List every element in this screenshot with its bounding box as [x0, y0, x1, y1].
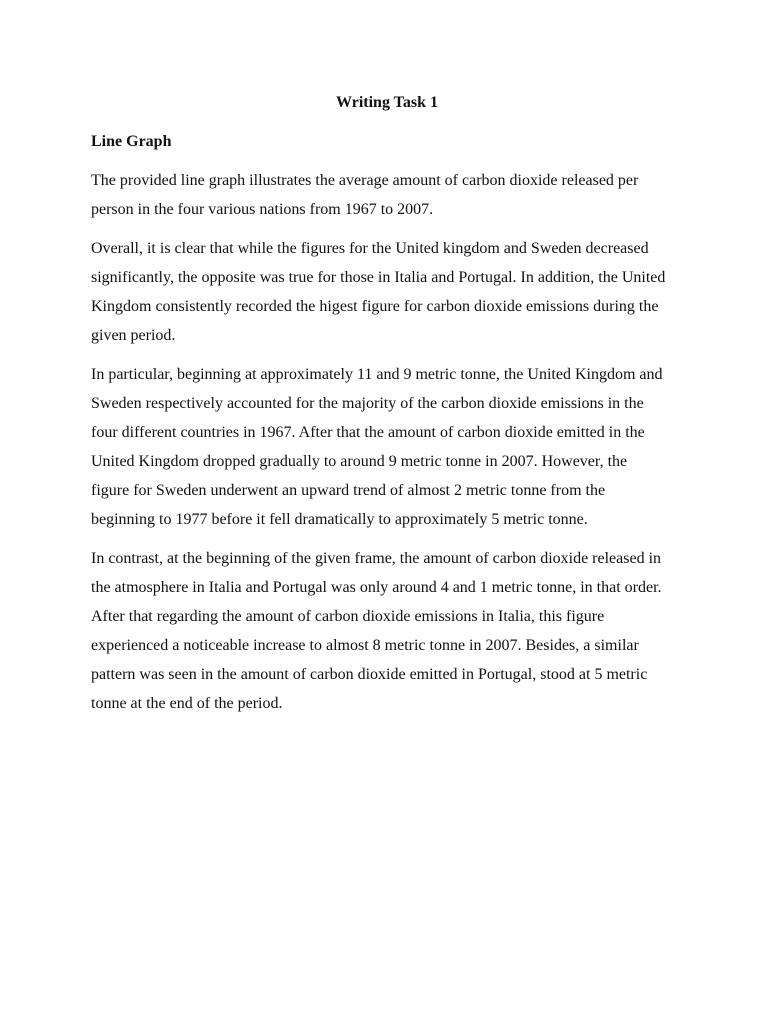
text-line: given period.	[91, 327, 176, 344]
text-line: four different countries in 1967. After that the amount of carbon dioxide emitted in the	[91, 424, 645, 441]
text-line: United Kingdom dropped gradually to around 9 metric tonne in 2007. However, the	[91, 453, 628, 470]
text-line: In particular, beginning at approximately 11 and 9 metric tonne, the United Kingdom and	[91, 366, 663, 383]
paragraph-overview	[91, 234, 683, 350]
paragraph-body-1	[91, 360, 683, 534]
text-line: In contrast, at the beginning of the given frame, the amount of carbon dioxide released in	[91, 550, 662, 567]
text-line: The provided line graph illustrates the average amount of carbon dioxide released per	[91, 172, 639, 189]
text-line: beginning to 1977 before it fell dramatically to approximately 5 metric tonne.	[91, 511, 588, 528]
section-heading: Line Graph	[91, 133, 172, 150]
text-line: Sweden respectively accounted for the majority of the carbon dioxide emissions in the	[91, 395, 644, 412]
text-line: figure for Sweden underwent an upward trend of almost 2 metric tonne from the	[91, 482, 606, 499]
text-line: experienced a noticeable increase to almost 8 metric tonne in 2007. Besides, a similar	[91, 637, 639, 654]
text-line: the atmosphere in Italia and Portugal was only around 4 and 1 metric tonne, in that order.	[91, 579, 662, 596]
text-line: pattern was seen in the amount of carbon dioxide emitted in Portugal, stood at 5 metric	[91, 666, 648, 683]
document-page	[91, 88, 683, 728]
text-line: significantly, the opposite was true for those in Italia and Portugal. In addition, the United	[91, 269, 666, 286]
document-title: Writing Task 1	[336, 94, 438, 111]
text-line: Overall, it is clear that while the figures for the United kingdom and Sweden decreased	[91, 240, 649, 257]
text-line: After that regarding the amount of carbon dioxide emissions in Italia, this figure	[91, 608, 605, 625]
text-line: tonne at the end of the period.	[91, 695, 283, 712]
paragraph-body-2	[91, 544, 683, 718]
text-line: Kingdom consistently recorded the higest figure for carbon dioxide emissions during the	[91, 298, 659, 315]
paragraph-intro	[91, 166, 683, 224]
text-line: person in the four various nations from 1967 to 2007.	[91, 201, 434, 218]
